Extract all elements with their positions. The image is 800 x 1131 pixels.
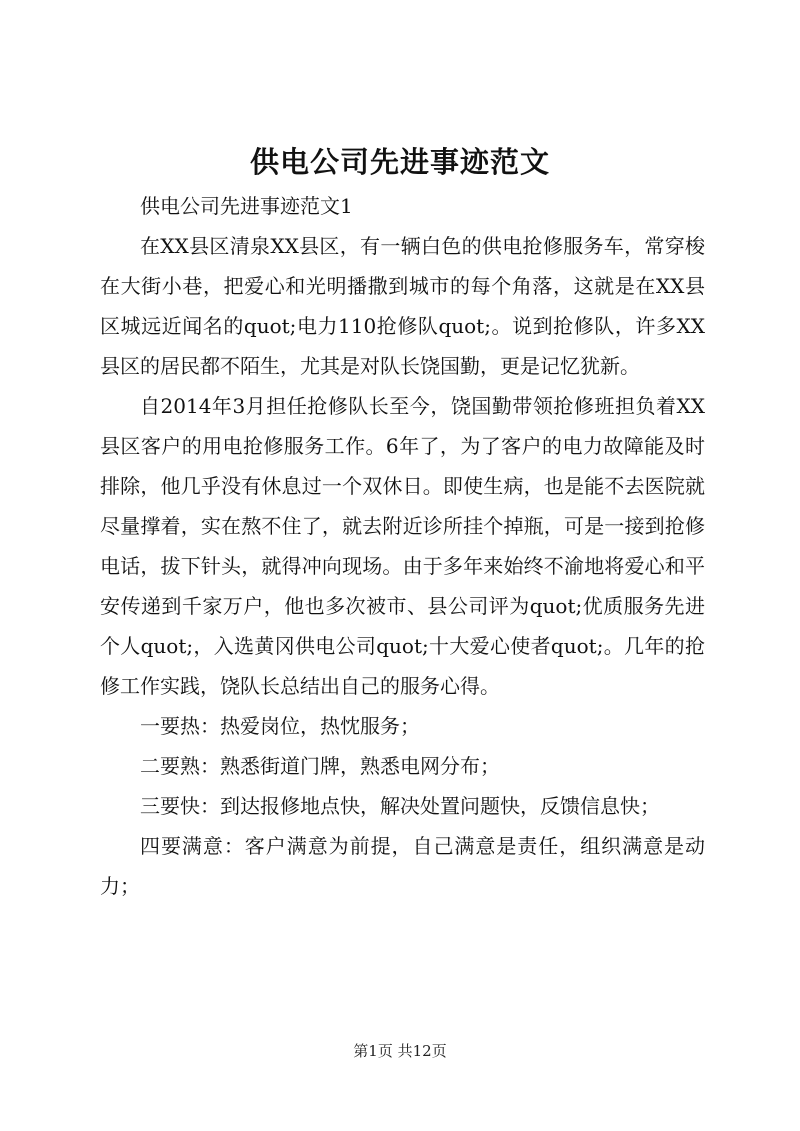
list-paragraph: 一要热：热爱岗位，热忱服务； (140, 714, 420, 738)
body-paragraph: 自2014年3月担任抢修队长至今，饶国勤带领抢修班担负着XX县区客户的用电抢修服务工作。6年了，为了客户的电力故障能及时排除，他几乎没有休息过一个双休日。即使生病，也是能不去医院就尽量撑着，实在熬不住了，就去附近诊所挂个掉瓶，可是一接到抢修电话，拔下针头，就得冲向现场。由于多年来始终不渝地将爱心和平安传递到千家万户，他也多次被市、县公司评为quot;优质服务先进个人quot;，入选黄冈供电公司quot;十大爱心使者quot;。几年的抢修工作实践，饶队长总结出自己的服务心得。 (100, 394, 705, 698)
list-paragraph: 三要快：到达报修地点快，解决处置问题快，反馈信息快； (140, 794, 660, 818)
page-number-footer: 第1页 共12页 (353, 1042, 447, 1060)
subtitle-paragraph: 供电公司先进事迹范文1 (140, 194, 353, 218)
body-paragraph: 在XX县区清泉XX县区，有一辆白色的供电抢修服务车，常穿梭在大街小巷，把爱心和光明播撒到城市的每个角落，这就是在XX县区城远近闻名的quot;电力110抢修队quot;。说到抢修队，许多XX县区的居民都不陌生，尤其是对队长饶国勤，更是记忆犹新。 (100, 234, 705, 378)
page-title: 供电公司先进事迹范文 (249, 145, 550, 179)
list-paragraph: 二要熟：熟悉街道门牌，熟悉电网分布； (140, 754, 500, 778)
document-body (100, 186, 705, 906)
list-paragraph: 四要满意：客户满意为前提，自己满意是责任，组织满意是动力； (100, 834, 705, 898)
